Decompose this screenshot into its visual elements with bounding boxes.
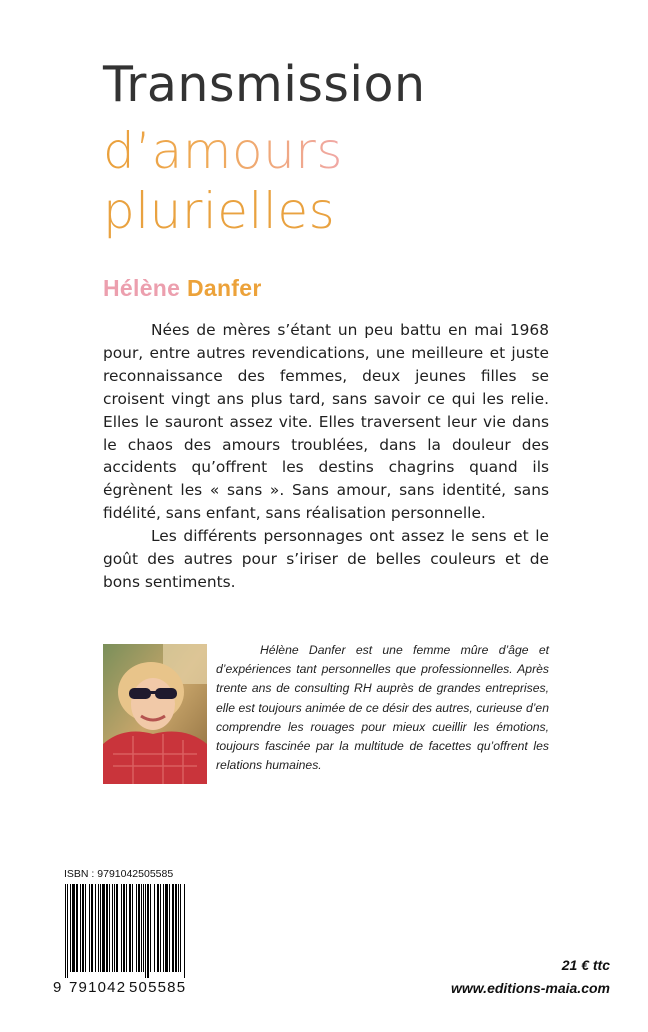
barcode-bar <box>91 884 93 972</box>
barcode-bar <box>80 884 81 972</box>
barcode-bar <box>98 884 99 972</box>
barcode-digits-2: 791042 <box>69 979 127 996</box>
author-last-name: Danfer <box>186 275 262 301</box>
barcode-bar <box>123 884 125 972</box>
barcode-bar <box>175 884 177 972</box>
barcode-bar <box>116 884 118 972</box>
barcode-bar <box>169 884 170 972</box>
barcode-bar <box>154 884 155 972</box>
barcode-bar <box>95 884 96 972</box>
barcode-bar <box>147 884 149 978</box>
barcode-bar <box>143 884 144 972</box>
title-line-1: Transmission <box>103 56 426 113</box>
barcode-bar <box>138 884 140 972</box>
barcode <box>63 884 189 978</box>
barcode-bar <box>163 884 164 972</box>
barcode-bar <box>82 884 84 972</box>
price: 21 € ttc <box>561 957 610 973</box>
author-photo <box>103 644 207 784</box>
blurb-paragraph-1: Nées de mères s’étant un peu battu en mai 1968 pour, entre autres revendications, une meilleure et juste reconnaissance des femmes, deux jeunes filles se croisent vingt ans plus tard, sans savoir ce qui les relie. Elles le sauront assez vite. Elles traversent leur vie dans le chaos des amours troublées, dans la douleur des accidents qu’offrent les destins chagrins quand ils égrènent les « sans ». Sans amour, sans identité, sans fidélité, sans enfant, sans réalisation personnelle. <box>103 321 549 523</box>
barcode-bar <box>89 884 90 972</box>
book-blurb <box>103 319 549 594</box>
barcode-bar <box>132 884 133 972</box>
barcode-bar <box>102 884 105 972</box>
barcode-bar <box>160 884 161 972</box>
barcode-bar <box>126 884 127 972</box>
barcode-bar <box>145 884 146 978</box>
barcode-bar <box>180 884 181 972</box>
website: www.editions-maia.com <box>451 980 610 996</box>
barcode-bar <box>178 884 179 972</box>
barcode-bar <box>150 884 151 972</box>
title-line-3: plurielles <box>103 182 336 240</box>
barcode-bar <box>100 884 101 972</box>
barcode-bar <box>184 884 185 978</box>
barcode-digits-3: 505585 <box>129 979 187 996</box>
barcode-bar <box>114 884 115 972</box>
title-line-2: d’amours <box>103 122 343 180</box>
barcode-bar <box>76 884 78 972</box>
barcode-bar <box>106 884 108 972</box>
barcode-bar <box>109 884 110 972</box>
barcode-bar <box>165 884 168 972</box>
blurb-paragraph-2: Les différents personnages ont assez le sens et le goût des autres pour s’iriser de belles couleurs et de bons sentiments. <box>103 527 549 591</box>
barcode-bar <box>112 884 113 972</box>
author-bio: Hélène Danfer est une femme mûre d’âge et d’expériences tant personnelles que professionnelles. Après trente ans de consulting RH auprès de grandes entreprises, elle est toujours animée de ce désir des autres, curieuse d’en comprendre les rouages pour mieux cueillir les émotions, toujours fascinée par la multitude de facettes qu’offrent les relations humaines. <box>216 643 549 773</box>
barcode-bar <box>85 884 86 972</box>
barcode-bar <box>72 884 75 972</box>
barcode-bar <box>157 884 159 972</box>
barcode-bar <box>67 884 68 978</box>
barcode-bar <box>136 884 137 972</box>
author-name <box>103 275 262 302</box>
barcode-bar <box>121 884 122 972</box>
barcode-bar <box>172 884 174 972</box>
author-first-name: Hélène <box>103 275 181 301</box>
barcode-digit-1: 9 <box>53 979 62 996</box>
barcode-bar <box>65 884 66 978</box>
barcode-bar <box>141 884 142 972</box>
barcode-bar <box>129 884 131 972</box>
isbn-label: ISBN : 9791042505585 <box>64 868 174 880</box>
barcode-bar <box>70 884 71 972</box>
